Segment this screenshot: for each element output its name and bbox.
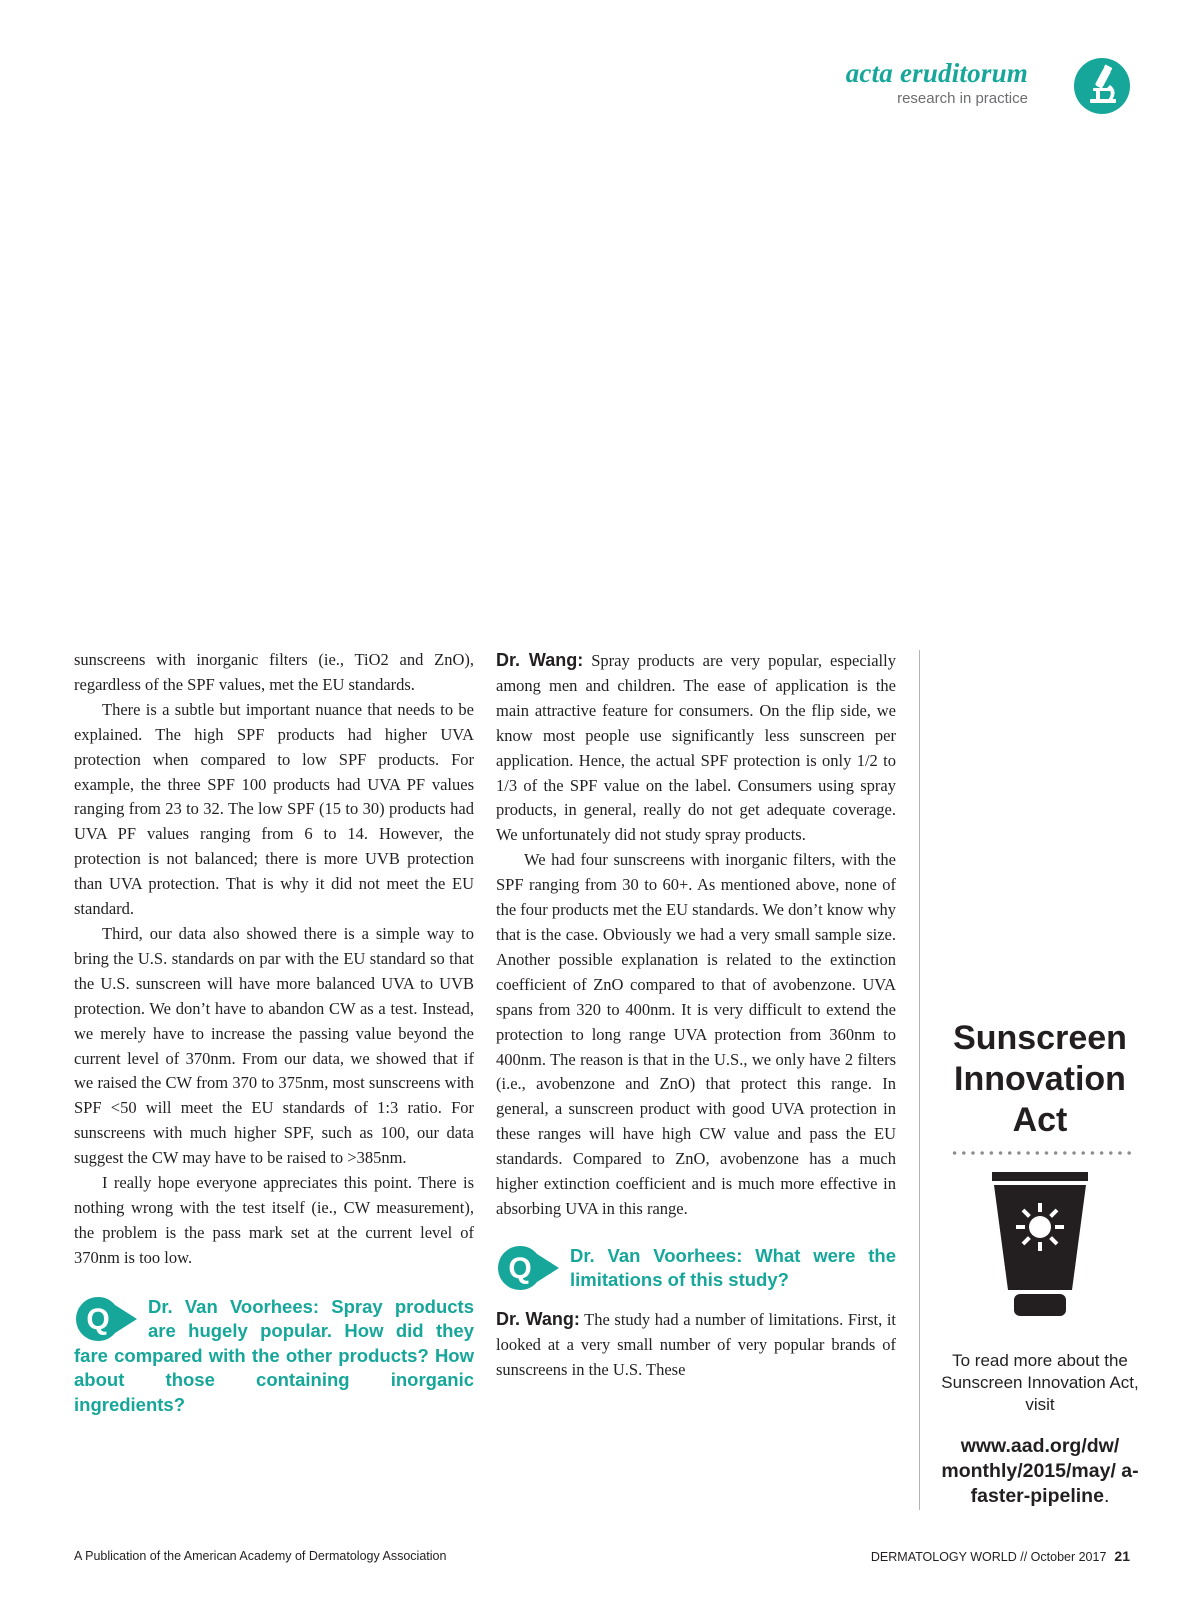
speaker-label: Dr. Wang: — [496, 650, 584, 670]
question-text: Dr. Van Voorhees: Spray products are hugely popular. How did they fare compared with the other products? How about those containing inorganic ingredients? — [74, 1295, 474, 1415]
sidebar-title: Sunscreen Innovation Act — [953, 1019, 1127, 1139]
question-text: Dr. Van Voorhees: What were the limitations of this study? — [570, 1244, 896, 1291]
question-block — [496, 1244, 896, 1293]
question-badge — [74, 1295, 138, 1343]
middle-column — [496, 648, 896, 1383]
answer-text: Spray products are very popular, especially among men and children. The ease of application is the main attractive feature for consumers. On the flip side, we know most people use significantly less sunscreen per application. Hence, the actual SPF protection is only 1/2 to 1/3 of the SPF value on the label. Consumers using spray products, in general, really do not get adequate coverage. We unfortunately did not study spray products. — [496, 651, 896, 845]
footer-separator: // — [1016, 1550, 1031, 1564]
sunscreen-tube-icon — [990, 1172, 1090, 1317]
question-badge-letter: Q — [508, 1251, 532, 1285]
dotted-rule — [950, 1150, 1134, 1156]
question-block — [74, 1295, 474, 1418]
footer-magazine: DERMATOLOGY WORLD — [870, 1550, 1017, 1564]
section-title: acta eruditorum — [845, 58, 1028, 88]
body-paragraph: There is a subtle but important nuance that needs to be explained. The high SPF products had higher UVA protection when compared to low SPF products. For example, the three SPF 100 products had UVA PF values ranging from 23 to 32. The low SPF (15 to 30) products had UVA PF values ranging from 6 to 14. However, the protection is not balanced; there is more UVB protection than UVA protection. That is why it did not meet the EU standard. — [74, 699, 474, 919]
answer-text: The study had a number of limitations. First, it looked at a very small number of very popular brands of sunscreens in the U.S. These — [496, 1309, 896, 1379]
body-paragraph: I really hope everyone appreciates this point. There is nothing wrong with the test itself (ie., CW measurement), the problem is the pass mark set at the current level of 370nm is too low. — [74, 1173, 474, 1267]
body-paragraph: Third, our data also showed there is a simple way to bring the U.S. standards on par with the EU standard so that the U.S. sunscreen will have more balanced UVA to UVB protection. We don’t have to abandon CW as a test. Instead, we merely have to increase the passing value beyond the current level of 370nm. From our data, we showed that if we raised the CW from 370 to 375nm, most sunscreens with SPF <50 will meet the EU standards of 1:3 ratio. For sunscreens with much higher SPF, such as 100, our data suggest the CW may have to be raised to >385nm. — [74, 923, 474, 1168]
footer-publisher: A Publication of the American Academy of Dermatology Association — [74, 1549, 447, 1563]
section-subtitle: research in practice — [897, 90, 1028, 107]
footer-folio — [871, 1548, 1130, 1564]
left-column — [74, 648, 474, 1417]
answer-paragraph — [496, 1307, 896, 1383]
sidebar-note: To read more about the Sunscreen Innovation Act, visit — [941, 1351, 1139, 1414]
question-badge — [496, 1244, 560, 1292]
sidebar-url-suffix: . — [1103, 1485, 1110, 1507]
footer-issue: October 2017 — [1030, 1550, 1107, 1564]
page-number: 21 — [1114, 1548, 1130, 1564]
microscope-icon — [1074, 58, 1130, 114]
speaker-label: Dr. Wang: — [496, 1308, 580, 1329]
body-paragraph: We had four sunscreens with inorganic filters, with the SPF ranging from 30 to 60+. As mentioned above, none of the four products met the EU standards. We don’t know why that is the case. Obviously we had a very small sample size. Another possible explanation is related to the extinction coefficient of ZnO compared to that of avobenzone. UVA spans from 320 to 400nm. It is very difficult to extend the protection to long range UVA protection from 360nm to 400nm. The reason is that in the U.S., we only have 2 filters (i.e., avobenzone and ZnO) that protect this range. In general, a sunscreen product with good UVA protection in these ranges will have high CW value and pass the EU standards. Compared to ZnO, avobenzone has a much higher extinction coefficient and is much more effective in absorbing UVA in this range. — [496, 850, 896, 1218]
answer-paragraph — [496, 648, 896, 848]
body-paragraph: sunscreens with inorganic filters (ie., TiO2 and ZnO), regardless of the SPF values, met the EU standards. — [74, 650, 474, 694]
column-divider — [919, 650, 920, 1510]
question-badge-letter: Q — [86, 1302, 110, 1336]
sidebar-url-text[interactable]: www.aad.org/dw/ monthly/2015/may/ a-faster-pipeline — [941, 1435, 1139, 1507]
sidebar-url[interactable] — [928, 1434, 1152, 1509]
